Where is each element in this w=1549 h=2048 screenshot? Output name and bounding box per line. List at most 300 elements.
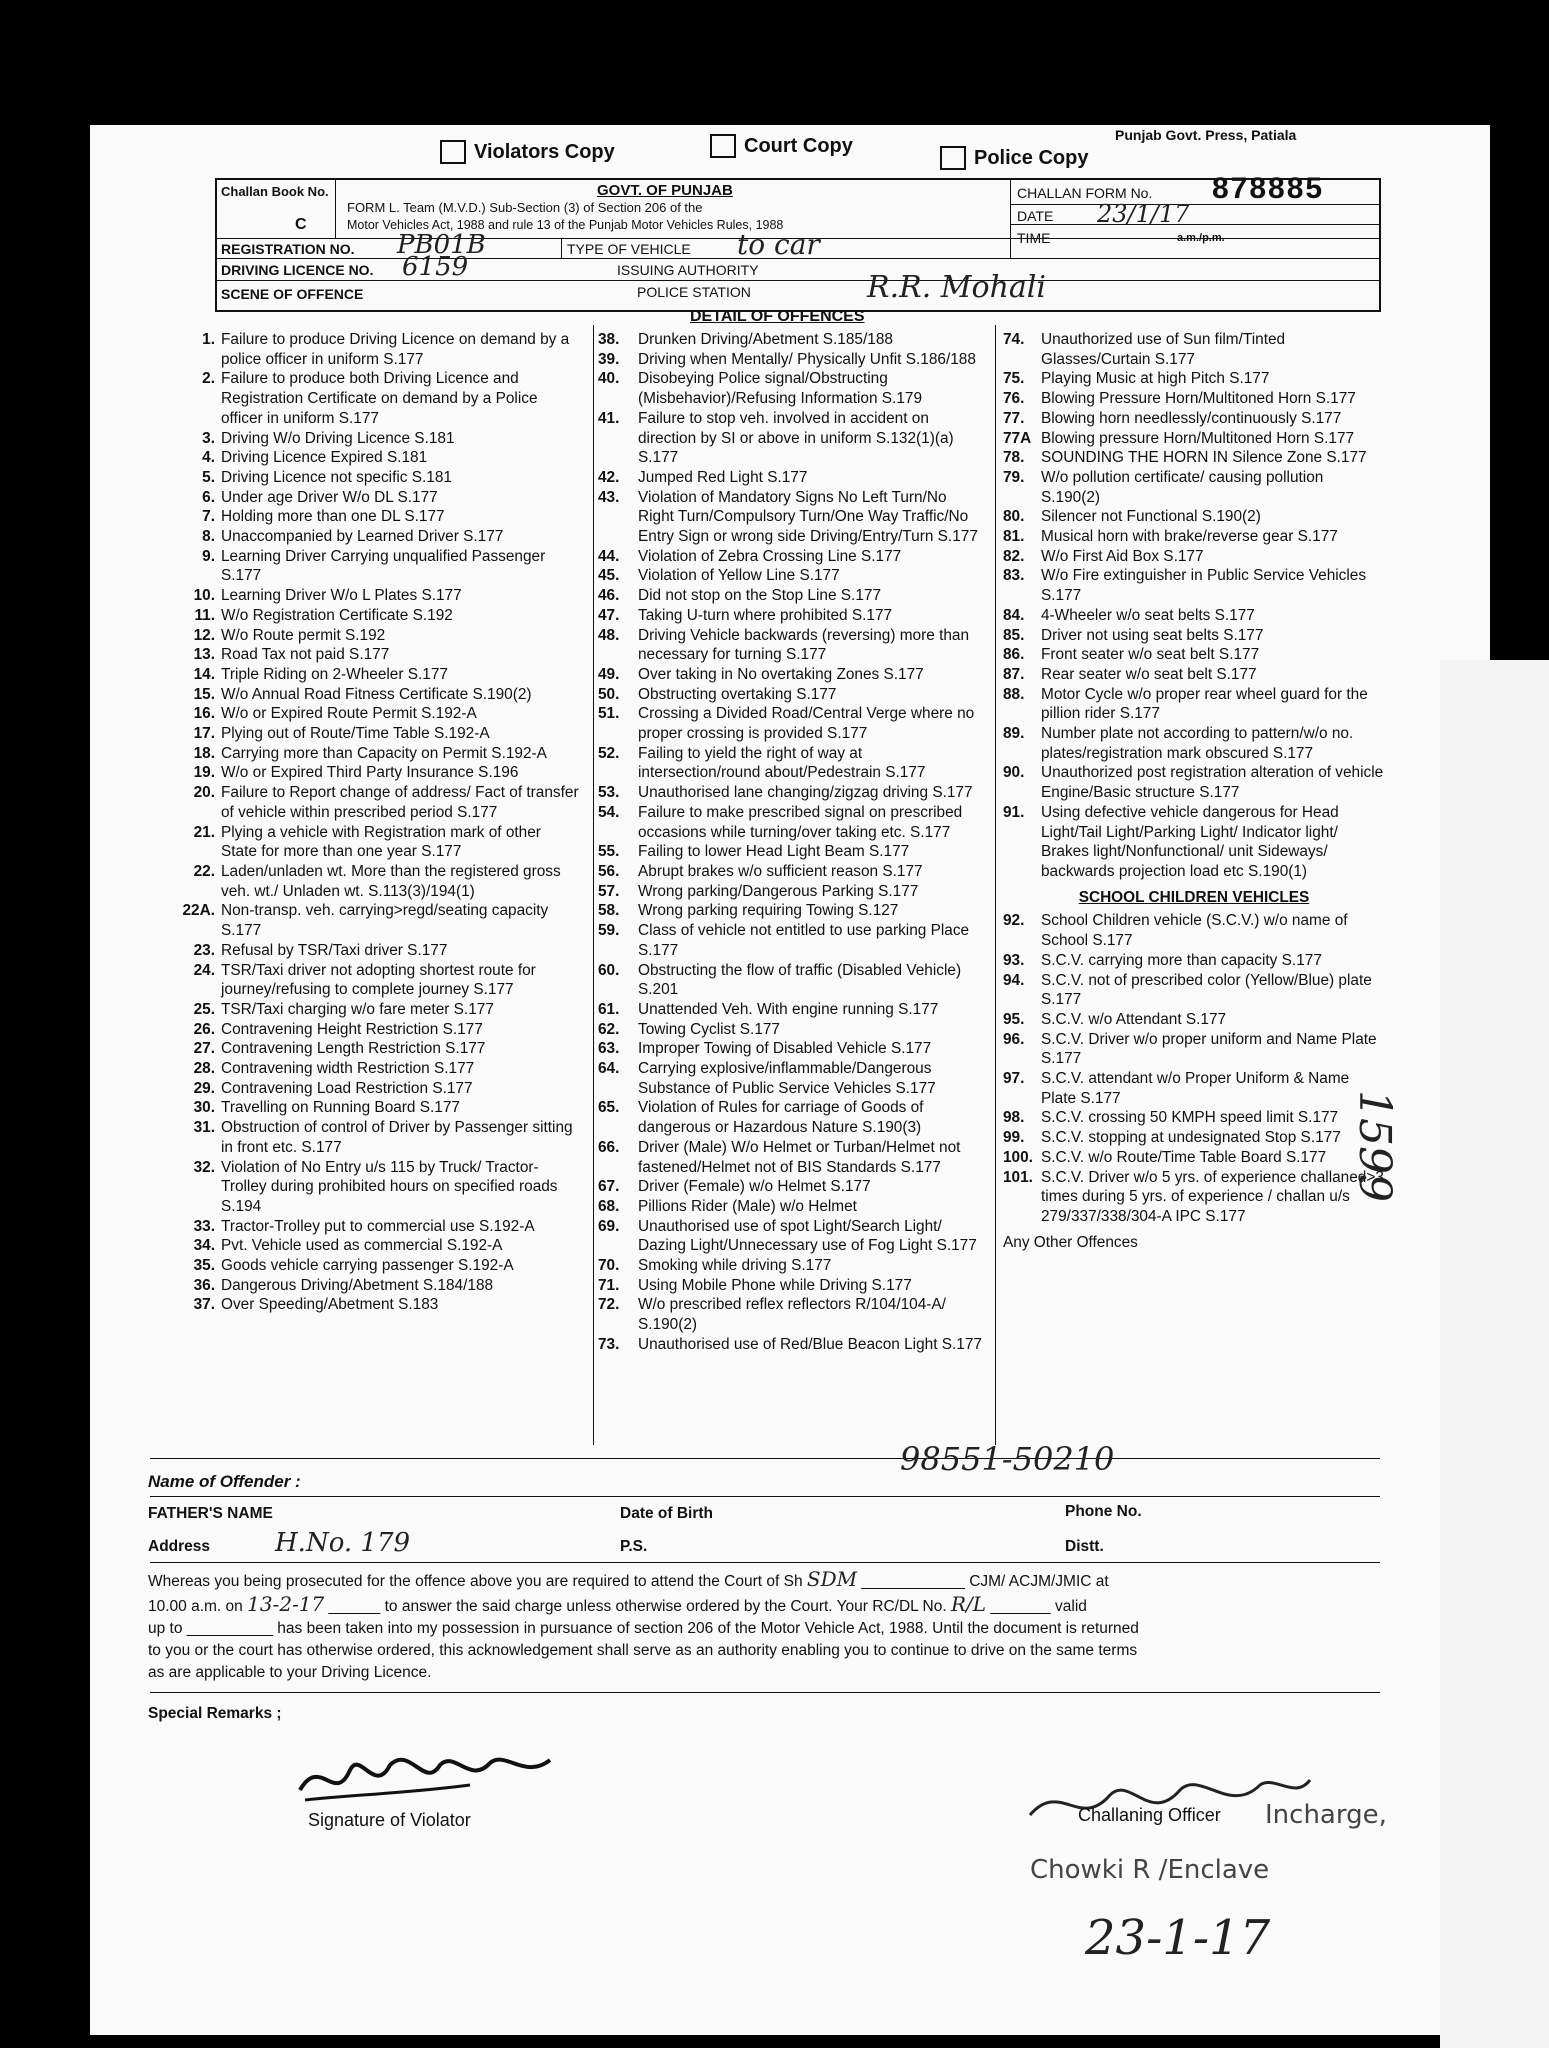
offence-number: 34. [193,1237,215,1255]
offence-number: 7. [202,508,215,526]
offence-text: Failing to lower Head Light Beam S.177 [638,843,910,861]
date-value: 23/1/17 [1097,200,1190,228]
offence-text: Failure to produce Driving Licence on demand by a police officer in uniform S.177 [221,331,570,368]
offence-text: Failure to Report change of address/ Fact of transfer of vehicle within prescribed period S.177 [221,784,579,821]
offender-name-label: Name of Offender : [148,1472,301,1491]
offence-item [165,1098,580,1118]
offence-number: 39. [598,350,620,368]
offence-item [598,1256,983,1276]
offence-text: Driving Licence not specific S.181 [221,468,452,486]
offence-text: Blowing horn needlessly/continuously S.177 [1041,409,1342,427]
offence-text: Driving when Mentally/ Physically Unfit S.186/188 [638,350,976,368]
offence-text: S.C.V. not of prescribed color (Yellow/Blue) plate S.177 [1041,971,1372,1009]
offence-number: 97. [1003,1070,1025,1088]
offence-text: Goods vehicle carrying passenger S.192-A [221,1257,514,1275]
offence-item [598,862,983,882]
offence-item [1003,1148,1385,1168]
offence-number: 48. [598,626,620,644]
offence-item [165,1020,580,1040]
offence-item [598,350,983,370]
offence-item [1003,448,1385,468]
offence-item [1003,409,1385,429]
offence-item [598,566,983,586]
stamp-chowki: Chowki R /Enclave [1030,1855,1270,1885]
offence-number: 3. [202,429,215,447]
offence-number: 47. [598,606,620,624]
address-label: Address [148,1538,211,1555]
challan-book-label: Challan Book No. [221,184,329,199]
offence-item [598,842,983,862]
offence-number: 81. [1003,528,1025,546]
offence-text: Driving Licence Expired S.181 [221,449,428,467]
offence-item [1003,547,1385,567]
challan-book-value: C [295,216,307,233]
offence-text: W/o pollution certificate/ causing pollution S.190(2) [1041,468,1324,506]
offence-column-2 [598,330,983,1355]
offence-text: Failure to produce both Driving Licence and Registration Certificate on demand by a Police officer in uniform S.177 [221,370,538,427]
offence-number: 92. [1003,912,1025,930]
offence-text: Pvt. Vehicle used as commercial S.192-A [221,1237,503,1255]
offence-text: Contravening Height Restriction S.177 [221,1020,483,1038]
offence-text: Improper Towing of Disabled Vehicle S.177 [638,1040,932,1058]
offence-item [598,921,983,960]
offence-text: Violation of Zebra Crossing Line S.177 [638,547,902,565]
offence-number: 53. [598,784,620,802]
offence-number: 76. [1003,390,1025,408]
offence-number: 60. [598,961,620,979]
offence-item [598,961,983,1000]
violator-signature [290,1735,570,1815]
offence-text: W/o or Expired Third Party Insurance S.196 [221,764,519,782]
offence-number: 4. [202,449,215,467]
offence-item [165,961,580,1000]
court-copy[interactable]: Court Copy [710,134,853,158]
offence-text: School Children vehicle (S.C.V.) w/o name of School S.177 [1041,912,1348,950]
checkbox-icon[interactable] [710,134,736,158]
offence-number: 12. [193,626,215,644]
offence-item [1003,803,1385,882]
offence-item [598,744,983,783]
offence-number: 89. [1003,725,1025,743]
offence-text: W/o First Aid Box S.177 [1041,547,1204,565]
offence-number: 62. [598,1020,620,1038]
offence-item [165,645,580,665]
offence-item [1003,507,1385,527]
offence-text: Unauthorised use of Red/Blue Beacon Light S.177 [638,1335,982,1353]
offence-number: 71. [598,1276,620,1294]
offence-text: Unauthorised use of spot Light/Search Light/ Dazing Light/Unnecessary use of Fog Light S.177 [638,1217,977,1255]
offence-item [165,783,580,822]
offence-item [165,1217,580,1237]
offence-number: 63. [598,1040,620,1058]
address-value: H.No. 179 [275,1528,411,1558]
offence-item [1003,724,1385,763]
offence-number: 79. [1003,468,1025,486]
offence-number: 101. [1003,1168,1033,1186]
column-divider [995,325,996,1445]
offence-number: 22A. [182,902,215,920]
offence-text: Wrong parking requiring Towing S.127 [638,902,899,920]
offence-item [598,1197,983,1217]
time-unit: a.m./p.m. [1177,232,1225,244]
offence-item [165,1276,580,1296]
offence-text: Triple Riding on 2-Wheeler S.177 [221,665,448,683]
offence-number: 70. [598,1257,620,1275]
offence-number: 57. [598,882,620,900]
offence-item [1003,1128,1385,1148]
registration-value: PB01B [397,230,486,260]
any-other-offences: Any Other Offences [1003,1233,1138,1251]
offence-text: Unauthorized post registration alteration of vehicle Engine/Basic structure S.177 [1041,764,1384,802]
ps-label: P.S. [620,1538,648,1555]
offence-item [165,429,580,449]
offence-text: W/o Fire extinguisher in Public Service Vehicles S.177 [1041,567,1367,605]
offence-number: 93. [1003,951,1025,969]
paper-fold [1440,660,1549,2048]
offence-text: Jumped Red Light S.177 [638,468,808,486]
offence-text: Drunken Driving/Abetment S.185/188 [638,331,893,348]
offence-text: W/o Registration Certificate S.192 [221,606,453,624]
offence-text: Carrying more than Capacity on Permit S.192-A [221,744,547,762]
phone-label: Phone No. [1065,1503,1142,1520]
offence-item [1003,1069,1385,1108]
detail-of-offences-title: DETAIL OF OFFENCES [690,308,865,325]
checkbox-icon[interactable] [940,146,966,170]
offence-item [165,704,580,724]
offence-number: 17. [193,725,215,743]
stamp-incharge: Incharge, [1265,1800,1387,1830]
offence-text: Learning Driver W/o L Plates S.177 [221,587,462,605]
offence-number: 84. [1003,606,1025,624]
offence-column-3 [1003,330,1385,1252]
offence-number: 88. [1003,685,1025,703]
offence-item [165,1118,580,1157]
offence-number: 40. [598,370,620,388]
offence-item [598,882,983,902]
stamp-date: 23-1-17 [1085,1910,1271,1966]
offence-item [165,1256,580,1276]
offence-number: 26. [193,1020,215,1038]
offence-text: Disobeying Police signal/Obstructing (Misbehavior)/Refusing Information S.179 [638,370,923,408]
offence-number: 83. [1003,567,1025,585]
offence-text: Motor Cycle w/o proper rear wheel guard for the pillion rider S.177 [1041,685,1368,723]
offence-number: 38. [598,331,620,348]
offence-text: Road Tax not paid S.177 [221,646,390,664]
offence-text: Non-transp. veh. carrying>regd/seating capacity S.177 [221,902,549,940]
offence-item [165,1059,580,1079]
offence-number: 78. [1003,449,1025,467]
offence-text: S.C.V. carrying more than capacity S.177 [1041,951,1322,969]
offence-number: 87. [1003,665,1025,683]
offence-item [598,369,983,408]
challan-form-no-value: 878885 [1212,172,1325,205]
offence-text: Using defective vehicle dangerous for Head Light/Tail Light/Parking Light/ Indicator light/ Brakes light/Nonfunctional/ unit Sideways/ backwards projection load etc S.190(1) [1041,803,1339,880]
offence-item [598,665,983,685]
offence-item [165,1079,580,1099]
challaning-officer-label: Challaning Officer [1078,1805,1221,1825]
offence-item [165,941,580,961]
offence-number: 65. [598,1099,620,1117]
offence-text: S.C.V. attendant w/o Proper Uniform & Name Plate S.177 [1041,1070,1350,1107]
offence-item [1003,645,1385,665]
offence-number: 86. [1003,646,1025,664]
vehicle-type-label: TYPE OF VEHICLE [567,241,691,257]
offence-number: 29. [193,1079,215,1097]
offence-number: 10. [193,587,215,605]
date-label: DATE [1017,208,1054,224]
challan-header [215,172,1381,312]
registration-label: REGISTRATION NO. [221,241,355,257]
offence-item [598,704,983,743]
offence-text: Driving Vehicle backwards (reversing) more than necessary for turning S.177 [638,626,970,664]
offence-number: 55. [598,843,620,861]
offence-number: 27. [193,1040,215,1058]
offence-text: W/o or Expired Route Permit S.192-A [221,705,477,723]
offence-item [1003,971,1385,1010]
offence-text: Driver (Male) W/o Helmet or Turban/Helmet not fastened/Helmet not of BIS Standards S.177 [638,1138,961,1176]
offence-number: 95. [1003,1010,1025,1028]
school-vehicles-heading: SCHOOL CHILDREN VEHICLES [1078,888,1310,906]
offence-text: Abrupt brakes w/o sufficient reason S.177 [638,862,923,880]
offence-text: SOUNDING THE HORN IN Silence Zone S.177 [1041,449,1367,467]
offence-text: Obstructing overtaking S.177 [638,685,837,703]
offence-number: 14. [193,665,215,683]
offence-text: Failure to make prescribed signal on prescribed occasions while turning/over taking etc. S.177 [638,803,963,841]
offence-item [1003,1030,1385,1069]
offence-number: 37. [193,1296,215,1314]
offence-item [165,724,580,744]
offence-number: 91. [1003,803,1025,821]
offence-text: Dangerous Driving/Abetment S.184/188 [221,1276,494,1294]
offence-number: 58. [598,902,620,920]
offence-text: Refusal by TSR/Taxi driver S.177 [221,941,448,959]
offence-number: 5. [202,468,215,486]
offence-text: Carrying explosive/inflammable/Dangerous Substance of Public Service Vehicles S.177 [638,1060,936,1097]
offence-number: 50. [598,685,620,703]
checkbox-icon[interactable] [440,140,466,164]
offence-number: 80. [1003,508,1025,526]
offence-text: Violation of Yellow Line S.177 [638,567,840,585]
offence-text: Smoking while driving S.177 [638,1257,832,1275]
offence-item [598,468,983,488]
offence-item [165,448,580,468]
offence-item [598,1295,983,1334]
offence-number: 77. [1003,409,1025,427]
offence-item [1003,330,1385,369]
press-label: Punjab Govt. Press, Patiala [1115,127,1297,143]
offence-text: Travelling on Running Board S.177 [221,1099,460,1117]
offence-item [165,626,580,646]
offence-number: 31. [193,1119,215,1137]
offence-number: 32. [193,1158,215,1176]
offence-item [598,685,983,705]
offence-number: 33. [193,1217,215,1235]
offence-item [165,763,580,783]
offence-number: 98. [1003,1109,1025,1127]
column-divider [593,325,594,1445]
offence-text: S.C.V. crossing 50 KMPH speed limit S.177 [1041,1109,1339,1127]
father-name-label: FATHER'S NAME [148,1505,273,1522]
rcdl-value: R/L [950,1592,987,1616]
offence-number: 18. [193,744,215,762]
offence-text: W/o Route permit S.192 [221,626,386,644]
offence-text: Failing to yield the right of way at intersection/round about/Pedestrain S.177 [638,744,926,782]
offence-item [598,488,983,547]
offence-text: Taking U-turn where prohibited S.177 [638,606,893,624]
offence-item [598,1138,983,1177]
offence-number: 59. [598,922,620,940]
offence-text: Plying a vehicle with Registration mark of other State for more than one year S.177 [221,823,541,861]
offence-text: Number plate not according to pattern/w/o no. plates/registration mark obscured S.177 [1041,725,1354,762]
offence-text: Wrong parking/Dangerous Parking S.177 [638,882,919,900]
challan-form-no-label: CHALLAN FORM No. [1017,185,1153,201]
offence-number: 64. [598,1060,620,1078]
offence-number: 42. [598,468,620,486]
offence-text: W/o Annual Road Fitness Certificate S.190(2) [221,685,532,703]
offence-number: 56. [598,862,620,880]
offence-item [598,586,983,606]
driving-licence-label: DRIVING LICENCE NO. [221,262,374,278]
offence-number: 69. [598,1217,620,1235]
offence-item [598,1000,983,1020]
offence-item [1003,389,1385,409]
offence-number: 20. [193,784,215,802]
offence-text: Laden/unladen wt. More than the registered gross veh. wt./ Unladen wt. S.113(3)/194(1) [221,862,561,900]
offence-item [598,1177,983,1197]
offence-text: Under age Driver W/o DL S.177 [221,488,438,506]
offence-number: 2. [202,370,215,388]
offence-number: 77A [1003,429,1032,447]
offence-number: 25. [193,1000,215,1018]
offence-item [598,409,983,468]
offence-text: Plying out of Route/Time Table S.192-A [221,725,490,743]
offence-item [1003,685,1385,724]
offence-number: 11. [194,606,215,624]
police-station-label: POLICE STATION [637,284,751,300]
police-copy[interactable]: Police Copy [940,146,1088,170]
offence-item [165,586,580,606]
offence-text: W/o prescribed reflex reflectors R/104/104-A/ S.190(2) [638,1296,946,1334]
offence-text: Blowing pressure Horn/Multitoned Horn S.177 [1041,429,1355,447]
notice-text: Whereas you being prosecuted for the offence above you are required to attend the Court of Sh SDM ____________ CJM/ ACJM/JMIC at 10.00 a.m. on 13-2-17 ______ to answer the said charge unless otherwise ordered by the Court. Your RC/DL No. R/L _______ valid up to __________ has been taken into my possession in pursuance of section 206 of the Motor Vehicle Act, 1988. Until the document is returned to you or the court has otherwise ordered, this acknowledgement shall serve as an authority enabling you to continue to drive on the same terms as are applicable to your Driving Licence. [148,1567,1139,1681]
offence-number: 46. [598,587,620,605]
offence-text: Pillions Rider (Male) w/o Helmet [638,1197,857,1215]
offence-number: 41. [598,409,620,427]
offence-text: 4-Wheeler w/o seat belts S.177 [1041,606,1255,624]
offence-item [598,783,983,803]
offence-item [1003,1010,1385,1030]
offence-number: 45. [598,567,620,585]
offence-number: 6. [202,488,215,506]
offence-text: Playing Music at high Pitch S.177 [1041,370,1270,388]
offence-text: Class of vehicle not entitled to use parking Place S.177 [638,922,970,959]
offence-item [1003,1168,1385,1227]
offence-number: 99. [1003,1129,1025,1147]
offence-number: 36. [193,1276,215,1294]
offence-text: Violation of Mandatory Signs No Left Turn/No Right Turn/Compulsory Turn/One Way Traffic/No Entry Sign or wrong side Driving/Entry/Turn S.177 [638,488,978,546]
offence-item [165,1158,580,1217]
offence-item [165,330,580,369]
offence-number: 82. [1003,547,1025,565]
scene-of-offence-label: SCENE OF OFFENCE [221,286,364,302]
offence-text: Did not stop on the Stop Line S.177 [638,587,882,605]
special-remarks-label: Special Remarks ; [148,1705,282,1722]
offence-item [165,862,580,901]
offence-number: 44. [598,547,620,565]
offence-number: 68. [598,1197,620,1215]
offence-item [165,1236,580,1256]
offence-number: 52. [598,744,620,762]
offence-item [165,488,580,508]
violators-copy[interactable]: Violators Copy [440,140,615,164]
offence-item [598,1217,983,1256]
offence-text: Driver not using seat belts S.177 [1041,626,1264,644]
offence-number: 8. [202,528,215,546]
offence-item [1003,527,1385,547]
offence-item [598,1039,983,1059]
offence-number: 66. [598,1138,620,1156]
govt-title: GOVT. OF PUNJAB [597,182,733,199]
offence-text: Contravening Load Restriction S.177 [221,1079,473,1097]
offence-text: Rear seater w/o seat belt S.177 [1041,665,1257,683]
dob-label: Date of Birth [620,1505,713,1522]
offender-phone-handwritten: 98551-50210 [900,1440,1115,1478]
offence-number: 85. [1003,626,1025,644]
offence-item [598,901,983,921]
offence-number: 54. [598,803,620,821]
offence-text: Unattended Veh. With engine running S.177 [638,1000,939,1018]
offence-text: Crossing a Divided Road/Central Verge where no proper crossing is provided S.177 [638,705,975,743]
offence-text: Unauthorised lane changing/zigzag driving S.177 [638,784,973,802]
offence-item [165,547,580,586]
police-station-value: R.R. Mohali [867,270,1046,305]
offence-number: 43. [598,488,620,506]
offence-column-1 [165,330,580,1315]
offence-text: TSR/Taxi charging w/o fare meter S.177 [221,1000,494,1018]
time-label: TIME [1017,230,1051,246]
offence-item [165,665,580,685]
offence-item [1003,665,1385,685]
offence-item [598,626,983,665]
offence-text: Unauthorized use of Sun film/Tinted Glasses/Curtain S.177 [1041,331,1286,368]
offence-item [165,1295,580,1315]
signature-of-violator-label: Signature of Violator [308,1810,471,1830]
offence-item [598,330,983,350]
offence-text: Using Mobile Phone while Driving S.177 [638,1276,912,1294]
offence-item [1003,626,1385,646]
offence-text: S.C.V. w/o Attendant S.177 [1041,1010,1227,1028]
offence-number: 35. [193,1257,215,1275]
offence-item [165,507,580,527]
offence-number: 74. [1003,331,1025,348]
form-line-2: Motor Vehicles Act, 1988 and rule 13 of the Punjab Motor Vehicles Rules, 1988 [347,218,784,232]
offence-item [1003,369,1385,389]
offence-number: 28. [193,1060,215,1078]
offence-number: 94. [1003,971,1025,989]
offence-item [165,1000,580,1020]
driving-licence-value: 6159 [402,252,469,282]
offence-text: Learning Driver Carrying unqualified Passenger S.177 [221,547,546,585]
offence-number: 75. [1003,370,1025,388]
offence-number: 61. [598,1000,620,1018]
issuing-authority-label: ISSUING AUTHORITY [617,262,759,278]
offence-number: 13. [193,646,215,664]
offence-text: Driver (Female) w/o Helmet S.177 [638,1178,871,1196]
offence-item [598,1098,983,1137]
offence-text: Over taking in No overtaking Zones S.177 [638,665,924,683]
offence-text: Unaccompanied by Learned Driver S.177 [221,528,504,546]
offence-number: 49. [598,665,620,683]
